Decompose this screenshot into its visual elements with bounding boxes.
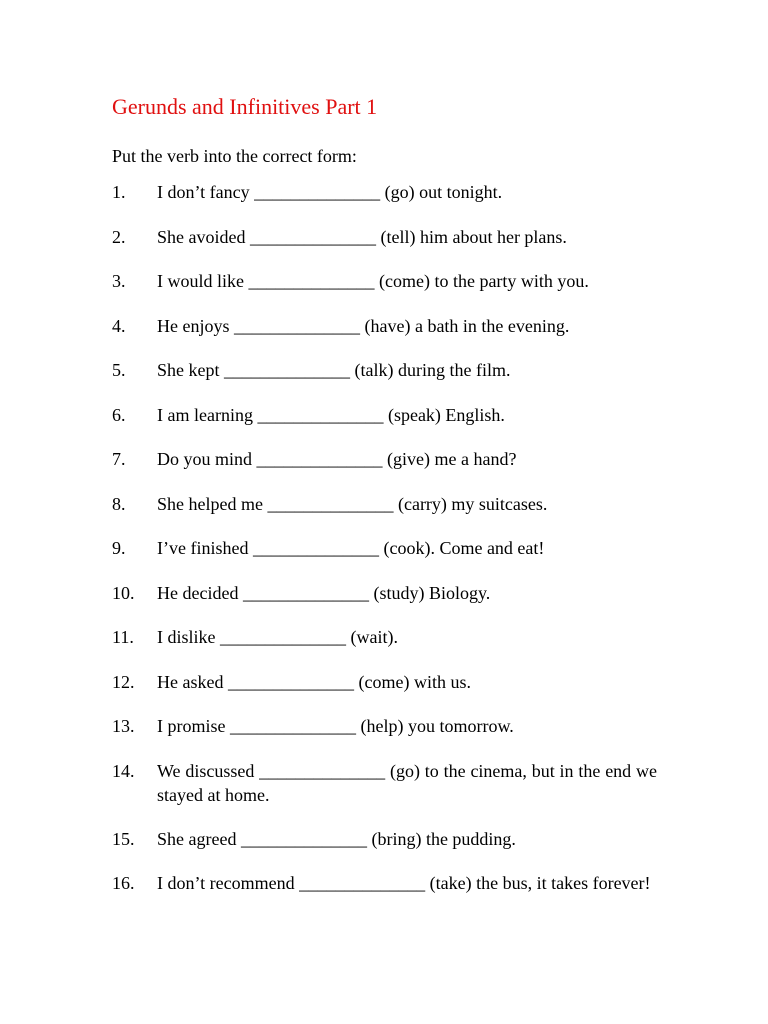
item-number: 16. (112, 873, 135, 893)
item-sentence: She kept ______________ (talk) during the film. (157, 360, 511, 380)
item-sentence: I don’t recommend ______________ (take) the bus, it takes forever! (157, 873, 651, 893)
item-number: 14. (112, 760, 135, 781)
exercise-item-8 (112, 492, 672, 517)
item-number: 6. (112, 404, 126, 425)
item-number: 5. (112, 360, 126, 380)
item-number: 7. (112, 449, 126, 469)
item-number: 2. (112, 226, 126, 247)
exercise-item-5 (112, 358, 672, 383)
exercise-item-1 (112, 180, 672, 205)
exercise-item-16 (112, 871, 672, 896)
worksheet-title: Gerunds and Infinitives Part 1 (112, 94, 378, 119)
item-number: 1. (112, 182, 126, 202)
item-sentence: I don’t fancy ______________ (go) out tonight. (157, 182, 503, 202)
item-sentence: She helped me ______________ (carry) my suitcases. (157, 493, 548, 514)
item-sentence: He asked ______________ (come) with us. (157, 671, 471, 692)
item-number: 12. (112, 671, 135, 692)
item-sentence: He decided ______________ (study) Biology. (157, 582, 491, 603)
item-number: 3. (112, 271, 126, 291)
instruction-text: Put the verb into the correct form: (112, 146, 357, 166)
exercise-item-4 (112, 314, 672, 339)
exercise-item-15 (112, 827, 672, 852)
item-sentence: I would like ______________ (come) to the party with you. (157, 271, 589, 291)
exercise-item-13 (112, 714, 672, 739)
exercise-item-6 (112, 403, 672, 428)
item-number: 4. (112, 315, 126, 336)
exercise-item-7 (112, 447, 672, 472)
item-sentence: She avoided ______________ (tell) him about her plans. (157, 226, 567, 247)
item-sentence: I dislike ______________ (wait). (157, 627, 398, 647)
item-sentence: We discussed ______________ (go) to the cinema, but in the end we stayed at home. (157, 760, 657, 805)
exercise-item-10 (112, 581, 672, 606)
exercise-item-12 (112, 670, 672, 695)
item-number: 8. (112, 493, 126, 514)
exercise-list (112, 180, 672, 915)
item-sentence: I’ve finished ______________ (cook). Come and eat! (157, 538, 545, 558)
item-sentence: I am learning ______________ (speak) English. (157, 404, 505, 425)
exercise-item-9 (112, 536, 672, 561)
item-sentence: He enjoys ______________ (have) a bath in the evening. (157, 315, 570, 336)
item-number: 10. (112, 582, 135, 603)
item-sentence: I promise ______________ (help) you tomorrow. (157, 716, 514, 736)
item-number: 11. (112, 627, 134, 647)
exercise-item-3 (112, 269, 672, 294)
exercise-item-11 (112, 625, 672, 650)
exercise-item-14 (112, 759, 672, 808)
item-sentence: She agreed ______________ (bring) the pudding. (157, 828, 516, 849)
exercise-item-2 (112, 225, 672, 250)
item-sentence: Do you mind ______________ (give) me a hand? (157, 449, 517, 469)
item-number: 13. (112, 716, 135, 736)
item-number: 9. (112, 538, 126, 558)
item-number: 15. (112, 828, 135, 849)
